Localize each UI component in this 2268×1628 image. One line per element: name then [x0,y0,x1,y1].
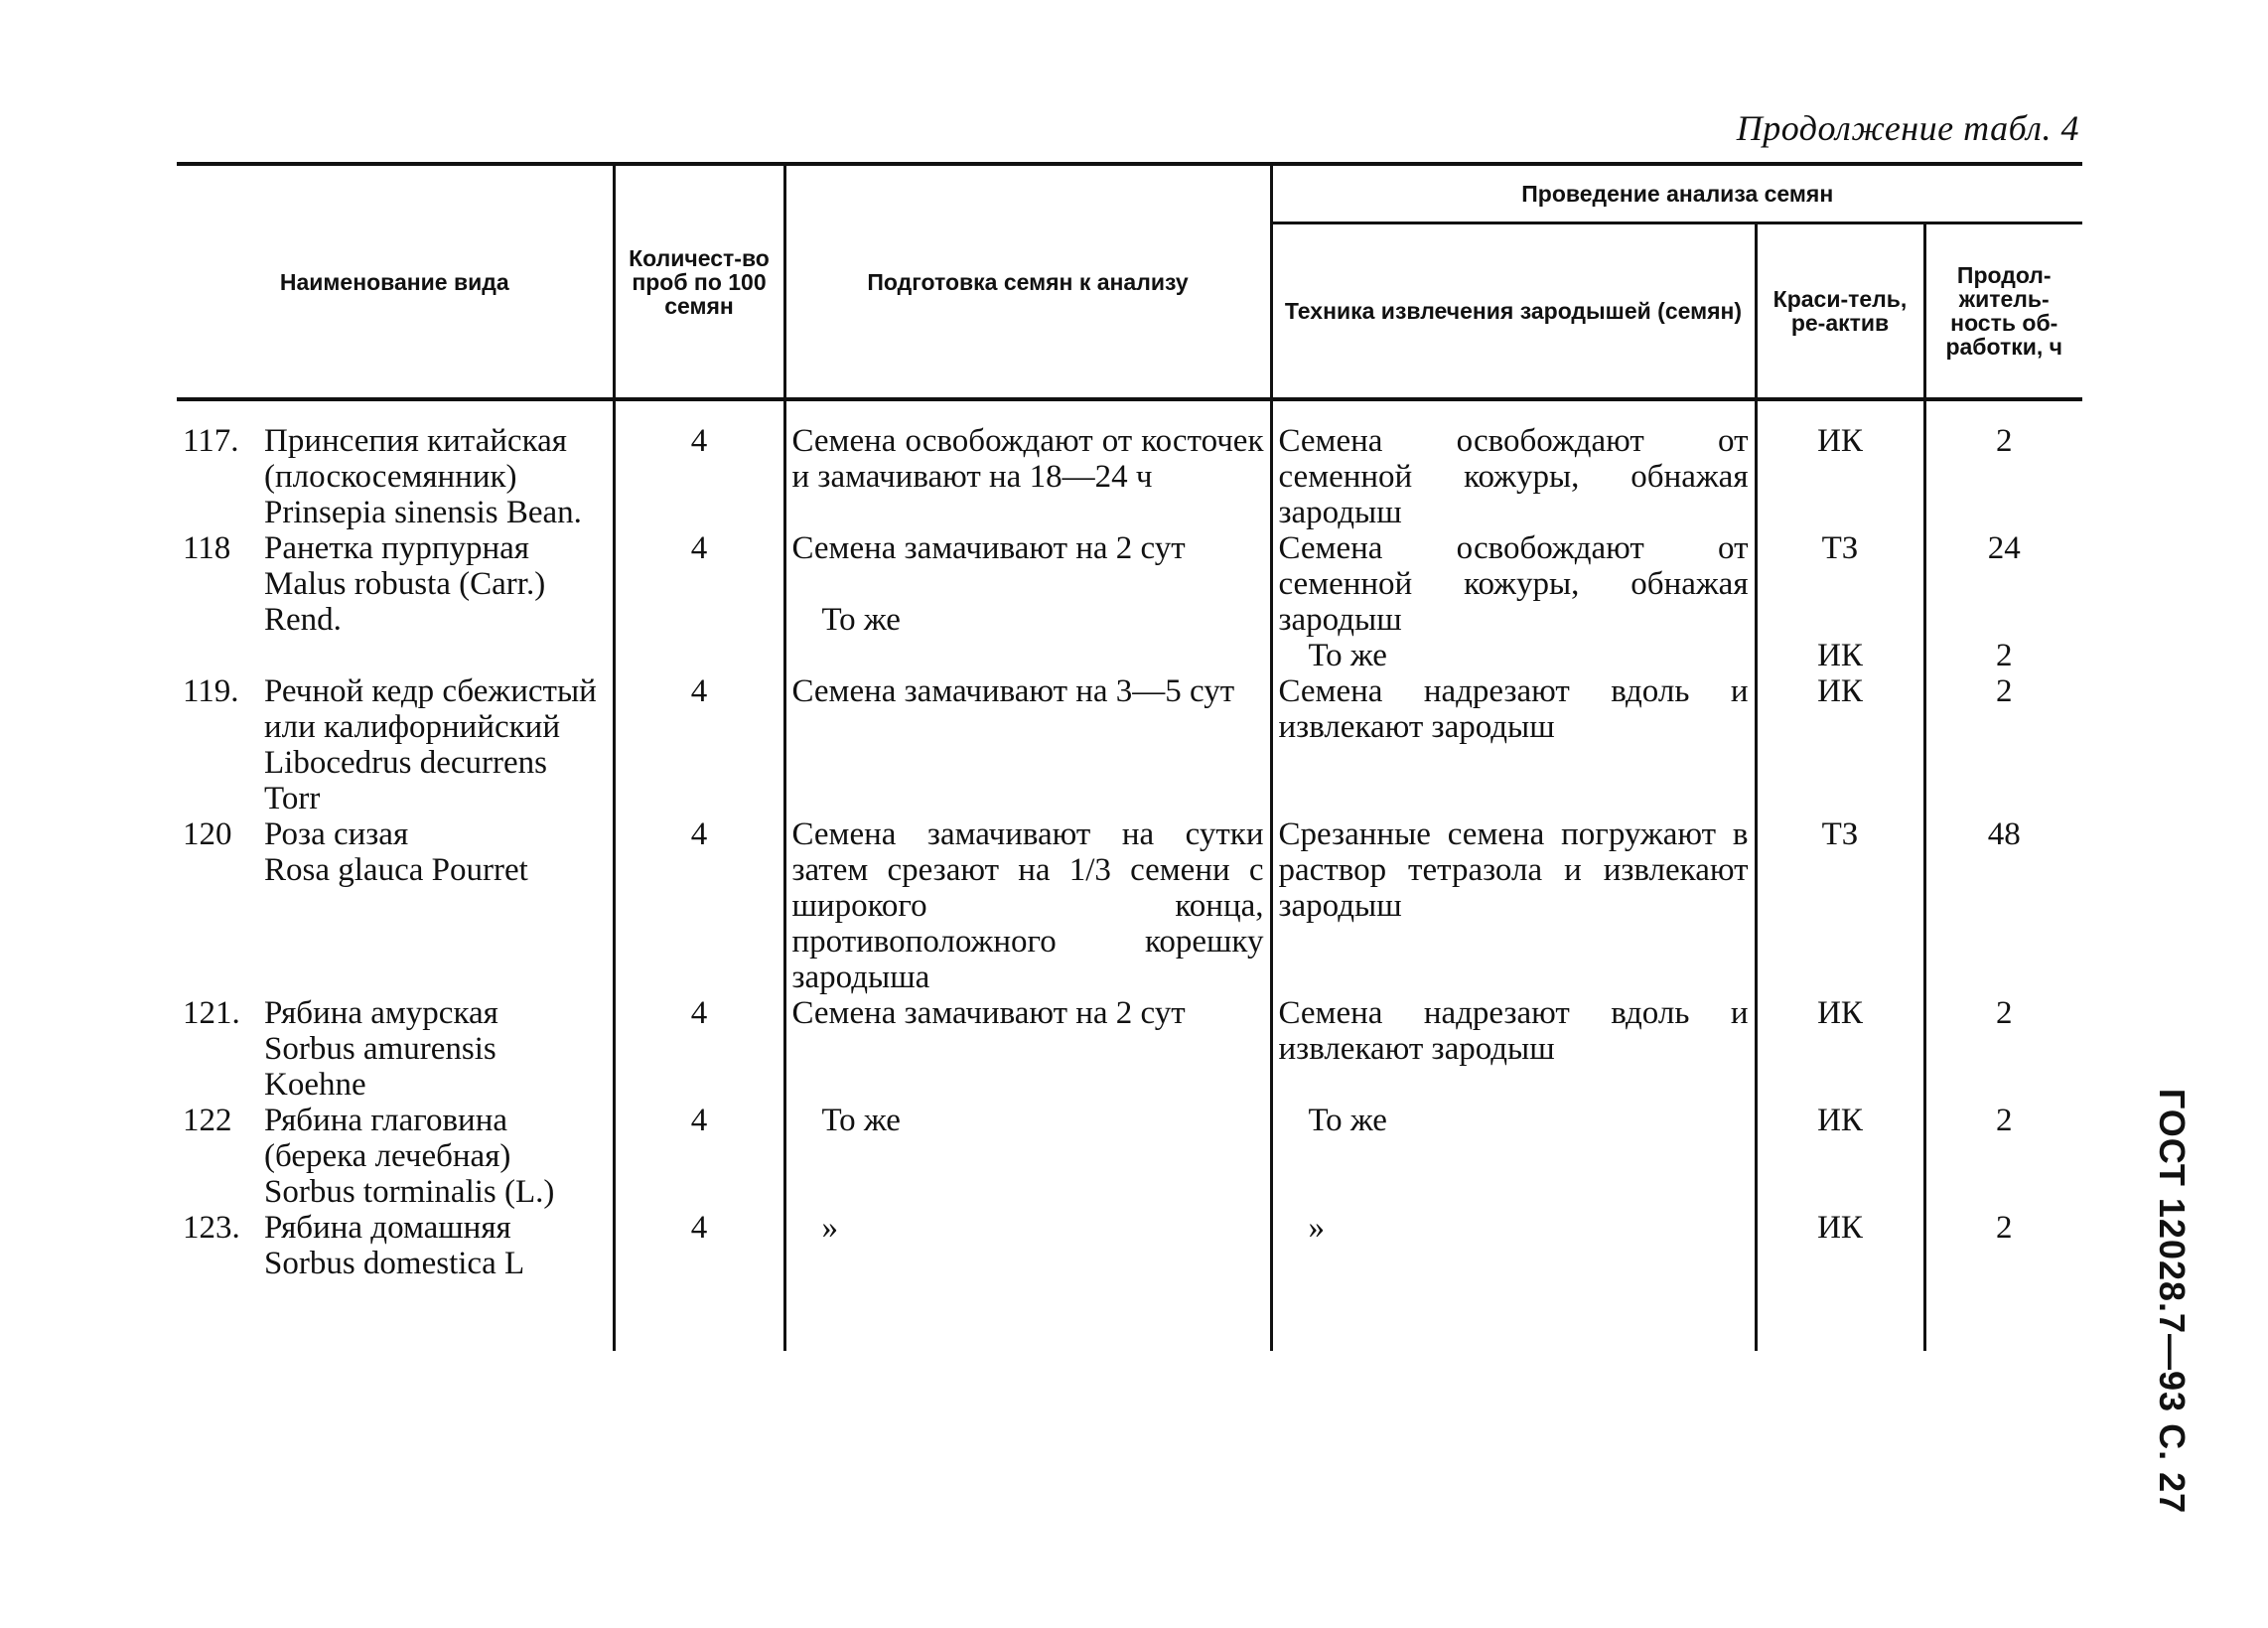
prep-cell: Семена замачивают на сутки затем срезают на 1/3 семени с широкого конца, противоположного корешку зародыша [784,816,1271,995]
technique-cell: Семена освобождают от семенной кожуры, обнажая зародыш [1278,530,1749,638]
duration-cell: 24 [1987,530,2021,566]
technique-cell: Срезанные семена погружают в раствор тетразола и извлекают зародыш [1271,816,1756,995]
samples-cell: 4 [614,995,784,1103]
reagent-cell: ТЗ [1821,530,1859,566]
seed-analysis-table [177,162,2082,1351]
row-number: 118 [183,530,231,566]
samples-cell: 4 [614,1103,784,1210]
samples-cell: 4 [614,816,784,995]
technique-cell: То же [1308,1103,1387,1138]
species-latin: Sorbus torminalis (L.) [264,1174,555,1210]
species-latin: Sorbus domestica L [264,1246,525,1281]
samples-cell: 4 [614,673,784,816]
row-number: 120 [183,816,232,852]
reagent-cell: ИК [1756,673,1924,816]
header-reagent: Краси-тель, ре-актив [1756,223,1924,400]
species-name: Рябина амурская [264,995,498,1031]
row-number: 119. [183,673,239,709]
header-name: Наименование вида [177,164,614,399]
reagent-cell: ИК [1756,995,1924,1103]
species-latin: Prinsepia sinensis Bean. [264,495,582,530]
table-row [177,816,2082,995]
technique-cell: Семена надрезают вдоль и извлекают зародыш [1271,673,1756,816]
species-name: Рябина домашняя [264,1210,511,1246]
row-number: 117. [183,423,239,459]
duration-cell: 2 [1924,673,2082,816]
species-name: Принсепия китайская (плоскосемянник) [264,423,567,495]
side-standard-label [2152,1088,2193,1515]
technique-cell: Семена надрезают вдоль и извлекают зародыш [1271,995,1756,1103]
prep-cell: Семена освобождают от косточек и замачивают на 18—24 ч [784,399,1271,530]
table-row [177,1103,2082,1210]
row-number: 121. [183,995,240,1031]
header-duration: Продол-житель-ность об-работки, ч [1924,223,2082,400]
prep-cell: Семена замачивают на 3—5 сут [784,673,1271,816]
species-latin: Malus robusta (Carr.) Rend. [264,566,546,638]
duration-cell: 2 [1924,1210,2082,1351]
side-standard-text: ГОСТ 12028.7—93 С. 27 [2152,1088,2193,1515]
species-name: Рябина глаговина (берека лечебная) [264,1103,511,1174]
samples-cell: 4 [614,530,784,673]
reagent-cell: ИК [1756,1103,1924,1210]
technique-cell: » [1308,1210,1325,1246]
row-number: 123. [183,1210,240,1246]
duration-cell-alt: 2 [1996,638,2013,673]
table-row [177,1210,2082,1351]
reagent-cell-alt: ИК [1817,638,1863,673]
row-number: 122 [183,1103,232,1138]
prep-cell-alt: То же [821,602,901,638]
technique-cell-alt: То же [1308,638,1387,673]
samples-cell: 4 [614,399,784,530]
species-name: Речной кедр сбежистый или калифорнийский [264,673,597,745]
duration-cell: 2 [1924,1103,2082,1210]
duration-cell: 48 [1924,816,2082,995]
prep-cell: Семена замачивают на 2 сут [784,995,1271,1103]
header-samples: Количест-во проб по 100 семян [614,164,784,399]
reagent-cell: ИК [1756,1210,1924,1351]
technique-cell: Семена освобождают от семенной кожуры, обнажая зародыш [1271,399,1756,530]
reagent-cell: ИК [1756,399,1924,530]
species-latin: Libocedrus decurrens Torr [264,745,547,816]
prep-cell: » [821,1210,838,1246]
reagent-cell: ТЗ [1756,816,1924,995]
samples-cell: 4 [614,1210,784,1351]
species-name: Роза сизая [264,816,409,852]
prep-cell: Семена замачивают на 2 сут [791,530,1186,566]
table-row [177,995,2082,1103]
duration-cell: 2 [1924,995,2082,1103]
header-analysis: Проведение анализа семян [1271,164,2082,223]
species-latin: Sorbus amurensis Koehne [264,1031,496,1103]
header-prep: Подготовка семян к анализу [784,164,1271,399]
table-caption: Продолжение табл. 4 [1736,108,2079,148]
table-row [177,399,2082,530]
table-row [177,530,2082,673]
table-row [177,673,2082,816]
header-technique: Техника извлечения зародышей (семян) [1271,223,1756,400]
species-latin: Rosa glauca Pourret [264,852,528,888]
prep-cell: То же [821,1103,901,1138]
species-name: Ранетка пурпурная [264,530,529,566]
duration-cell: 2 [1924,399,2082,530]
